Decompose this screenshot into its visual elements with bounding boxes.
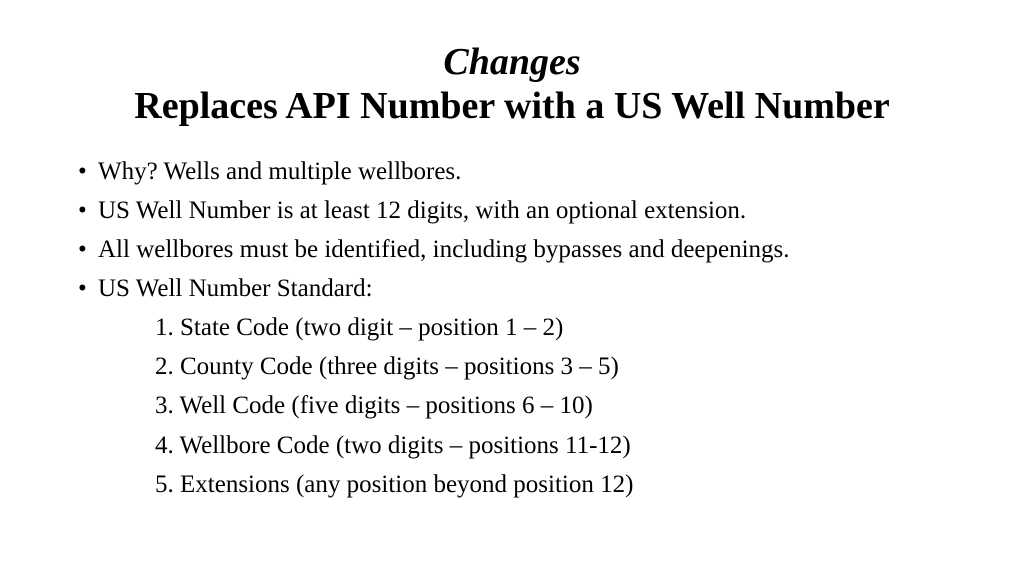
standard-item-county-code: 2. County Code (three digits – positions 3 – 5) [155,353,619,381]
bullet-icon: • [78,158,87,185]
standard-item-extensions: 5. Extensions (any position beyond position 12) [155,470,634,498]
bullet-text: US Well Number Standard: [98,275,373,302]
bullet-text: Why? Wells and multiple wellbores. [98,158,462,185]
title-block [0,40,1024,128]
bullet-item-wellbores [78,230,998,269]
bullet-item-standard [78,269,998,308]
standard-item-wellbore-code: 4. Wellbore Code (two digits – positions 11-12) [155,431,631,459]
slide-title: Replaces API Number with a US Well Number [134,85,890,127]
bullet-text: US Well Number is at least 12 digits, with an optional extension. [98,197,747,224]
bullet-icon: • [78,236,87,263]
bullet-list [78,152,998,308]
standard-item-well-code: 3. Well Code (five digits – positions 6 – 10) [155,392,593,420]
bullet-text: All wellbores must be identified, including bypasses and deepenings. [98,236,790,263]
bullet-item-digits [78,191,998,230]
standard-list [155,308,633,504]
bullet-item-why [78,152,998,191]
bullet-icon: • [78,275,87,302]
standard-item-state-code: 1. State Code (two digit – position 1 – 2) [155,314,564,341]
bullet-icon: • [78,197,87,224]
slide-subtitle: Changes [443,41,581,83]
